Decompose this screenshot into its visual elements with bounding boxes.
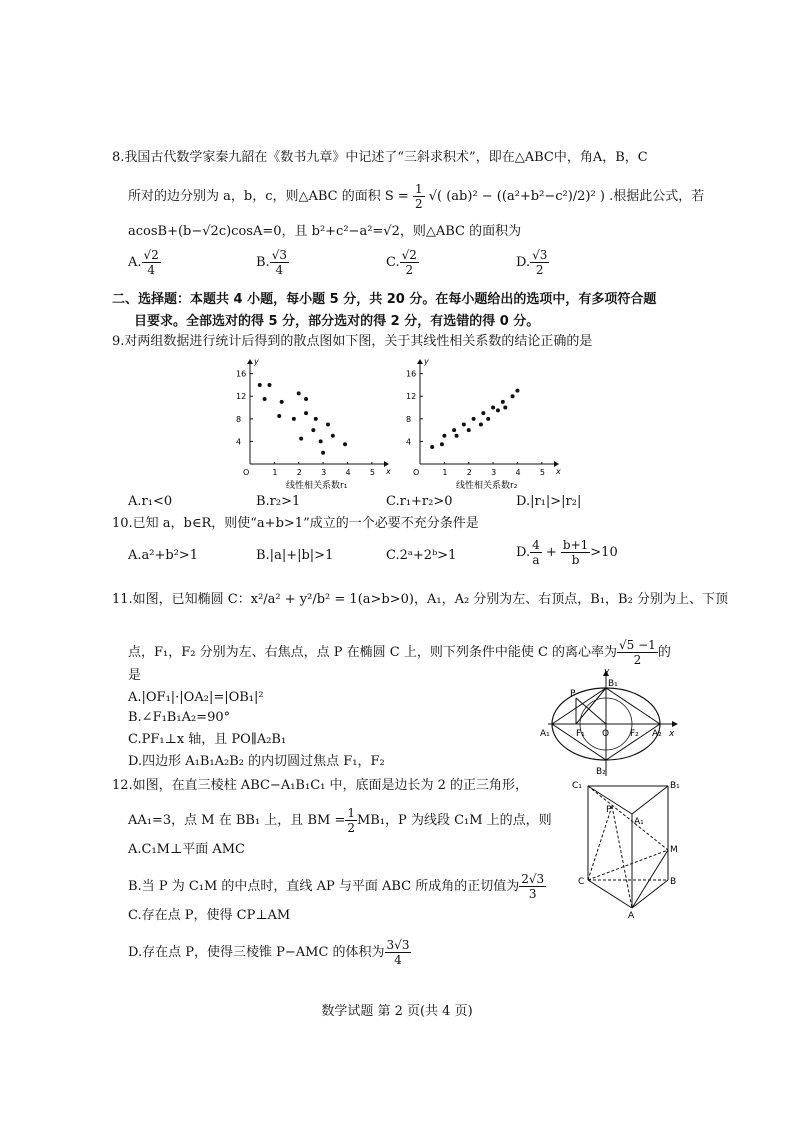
y-tick-label: 4 xyxy=(406,437,412,447)
q8-line3: acosB+(b−√2c)cosA=0，且 b²+c²−a²=√2，则△ABC 的面积为 xyxy=(128,224,522,239)
data-point xyxy=(496,408,500,412)
y-axis-label: y xyxy=(254,358,259,366)
label-p-prism: P xyxy=(606,805,612,815)
data-point xyxy=(430,445,434,449)
x-tick-label: 1 xyxy=(442,468,448,477)
label-m: M xyxy=(670,845,678,855)
origin-label: O xyxy=(413,468,420,477)
data-point xyxy=(304,397,308,401)
data-point xyxy=(263,397,267,401)
section2-line2: 目要求。全部选对的得 5 分，部分选对的得 2 分，有选错的得 0 分。 xyxy=(134,314,540,329)
x-tick-label: 2 xyxy=(466,468,472,477)
data-point xyxy=(491,406,495,410)
y-tick-label: 16 xyxy=(406,369,417,379)
edge-ba xyxy=(632,880,668,908)
q8-option-b: B. $\frac{√3}{4}$ xyxy=(256,248,287,277)
label-b: B xyxy=(670,877,677,887)
q12-option-b: B.当 P 为 C₁M 的中点时，直线 AP 与平面 ABC 所成角的正切值为 $\frac{2√3}{3}$ xyxy=(128,872,545,901)
q12-option-a: A.C₁M⊥平面 AMC xyxy=(128,842,245,857)
y-tick-label: 8 xyxy=(406,414,412,424)
label-a1-prism: A₁ xyxy=(634,817,644,827)
q8-option-c: C. $\frac{√2}{2}$ xyxy=(386,248,417,277)
label-x: x xyxy=(669,729,675,739)
x-tick-label: 2 xyxy=(296,468,302,477)
q11-option-b: B.∠F₁B₁A₂=90° xyxy=(128,710,231,725)
data-point xyxy=(442,434,446,438)
q8-option-a: A. $\frac{√2}{4}$ xyxy=(128,248,159,277)
q8-line2-post: .根据此公式，若 xyxy=(609,189,705,204)
prism-figure xyxy=(570,776,686,922)
data-point xyxy=(304,411,308,415)
q10-stem: 10.已知 a，b∈R，则使“a+b>1”成立的一个必要不充分条件是 xyxy=(112,516,479,531)
q11-line3: 是 xyxy=(128,668,142,683)
q12-option-d: D.存在点 P，使得三棱锥 P−AMC 的体积为 $\frac{3√3}{4}$ xyxy=(128,938,410,967)
data-point xyxy=(326,422,330,426)
data-point xyxy=(503,406,507,410)
q8-line2-pre: 所对的边分别为 a，b，c，则△ABC 的面积 S = xyxy=(128,189,409,204)
x-tick-label: 5 xyxy=(539,468,545,477)
q12-option-c: C.存在点 P，使得 CP⊥AM xyxy=(128,908,291,923)
q8-line1: 8.我国古代数学家秦九韶在《数书九章》中记述了“三斜求积术”，即在△ABC中，角A，B，C xyxy=(112,150,648,165)
data-point xyxy=(452,428,456,432)
x-tick-label: 3 xyxy=(491,468,497,477)
q8-half-fraction: $\frac{1}{2}$ xyxy=(414,182,423,211)
y-axis-arrow xyxy=(247,359,253,364)
y-axis-label: y xyxy=(424,358,429,366)
label-c: C xyxy=(578,877,585,887)
q11-line2: 点，F₁，F₂ 分别为左、右焦点，点 P 在椭圆 C 上，则下列条件中能使 C 的离心率为 $\frac{√5 -1}{2}$ 的 xyxy=(128,638,671,667)
label-f2: F₂ xyxy=(630,729,639,739)
q9-option-b: B.r₂>1 xyxy=(256,494,301,509)
q11-option-c: C.PF₁⊥x 轴，且 PO∥A₂B₁ xyxy=(128,732,287,747)
y-axis-arrow xyxy=(417,359,423,364)
edge-ca xyxy=(588,880,632,908)
page-footer: 数学试题 第 2 页(共 4 页) xyxy=(321,1004,473,1019)
x-axis-arrow xyxy=(672,721,678,727)
section2-line1: 二、选择题：本题共 4 小题，每小题 5 分，共 20 分。在每小题给出的选项中，有多项符合题 xyxy=(112,292,657,307)
y-tick-label: 12 xyxy=(406,392,417,402)
x-tick-label: 3 xyxy=(321,468,327,477)
label-f1: F₁ xyxy=(576,729,585,739)
data-point xyxy=(280,400,284,404)
label-c1: C₁ xyxy=(572,781,582,791)
ellipse-figure xyxy=(538,664,678,780)
segment-f1b1 xyxy=(576,688,606,724)
label-b1: B₁ xyxy=(608,679,618,689)
q10-option-c: C.2ᵃ+2ᵇ>1 xyxy=(386,548,457,563)
q9-option-c: C.r₁+r₂>0 xyxy=(386,494,453,509)
data-point xyxy=(258,383,262,387)
data-point xyxy=(297,391,301,395)
y-tick-label: 8 xyxy=(236,414,242,424)
data-point xyxy=(321,451,325,455)
data-point xyxy=(486,417,490,421)
label-p: P xyxy=(570,689,576,699)
scatter-chart-1 xyxy=(226,358,406,492)
q12-line2: AA₁=3，点 M 在 BB₁ 上，且 BM = $\frac{1}{2}$ MB₁，P 为线段 C₁M 上的点，则 xyxy=(128,806,552,835)
segment-pc xyxy=(588,806,612,880)
label-a: A xyxy=(628,911,635,921)
segment-cm xyxy=(588,850,668,880)
label-o: O xyxy=(602,729,610,739)
q9-option-d: D.|r₁|>|r₂| xyxy=(516,494,582,509)
label-b1-prism: B₁ xyxy=(670,781,680,791)
x-axis-label: x xyxy=(556,467,561,476)
y-tick-label: 16 xyxy=(236,369,247,379)
q9-option-a: A.r₁<0 xyxy=(128,494,173,509)
q10-option-a: A.a²+b²>1 xyxy=(128,548,199,563)
q8-line2 xyxy=(128,182,704,211)
q10-option-d: D. $\frac{4}{a}$ + $\frac{b+1}{b}$ >10 xyxy=(516,538,618,567)
label-b2: B₂ xyxy=(596,767,606,777)
data-point xyxy=(515,389,519,393)
data-point xyxy=(501,400,505,404)
x-tick-label: 4 xyxy=(345,468,351,477)
q11-option-a: A.|OF₁|·|OA₂|=|OB₁|² xyxy=(128,690,264,705)
q12-line1: 12.如图，在直三棱柱 ABC−A₁B₁C₁ 中，底面是边长为 2 的正三角形， xyxy=(112,778,529,793)
x-tick-label: 4 xyxy=(515,468,521,477)
data-point xyxy=(331,434,335,438)
q9-stem: 9.对两组数据进行统计后得到的散点图如下图，关于其线性相关系数的结论正确的是 xyxy=(112,334,593,349)
data-point xyxy=(314,417,318,421)
scatter-chart-2 xyxy=(396,358,576,492)
q8-option-d: D. $\frac{√3}{2}$ xyxy=(516,248,548,277)
data-point xyxy=(343,442,347,446)
data-point xyxy=(440,442,444,446)
data-point xyxy=(277,414,281,418)
q11-line1: 11.如图，已知椭圆 C：x²/a² + y²/b² = 1(a>b>0)，A₁，A₂ 分别为左、右顶点，B₁，B₂ 分别为上、下顶 xyxy=(112,592,728,607)
x-tick-label: 5 xyxy=(369,468,375,477)
data-point xyxy=(319,439,323,443)
data-point xyxy=(267,383,271,387)
y-tick-label: 12 xyxy=(236,392,247,402)
data-point xyxy=(472,417,476,421)
data-point xyxy=(511,394,515,398)
data-point xyxy=(299,437,303,441)
data-point xyxy=(481,411,485,415)
data-point xyxy=(455,434,459,438)
label-a1: A₁ xyxy=(540,729,550,739)
chart-caption: 线性相关系数r₂ xyxy=(456,481,518,491)
data-point xyxy=(467,428,471,432)
y-tick-label: 4 xyxy=(236,437,242,447)
origin-label: O xyxy=(243,468,250,477)
q8-formula: √( (ab)² − ((a²+b²−c²)/2)² ) xyxy=(428,189,605,204)
data-point xyxy=(311,428,315,432)
q11-option-d: D.四边形 A₁B₁A₂B₂ 的内切圆过焦点 F₁，F₂ xyxy=(128,754,385,769)
segment-am xyxy=(632,850,668,908)
chart-caption: 线性相关系数r₁ xyxy=(286,481,348,491)
x-tick-label: 1 xyxy=(272,468,278,477)
x-axis-label: x xyxy=(386,467,391,476)
segment-pa xyxy=(612,806,632,908)
label-y: y xyxy=(604,667,610,677)
q10-option-b: B.|a|+|b|>1 xyxy=(256,548,334,563)
label-a2: A₂ xyxy=(652,729,662,739)
edge-b1a1 xyxy=(632,786,668,814)
data-point xyxy=(479,422,483,426)
data-point xyxy=(462,422,466,426)
data-point xyxy=(292,417,296,421)
